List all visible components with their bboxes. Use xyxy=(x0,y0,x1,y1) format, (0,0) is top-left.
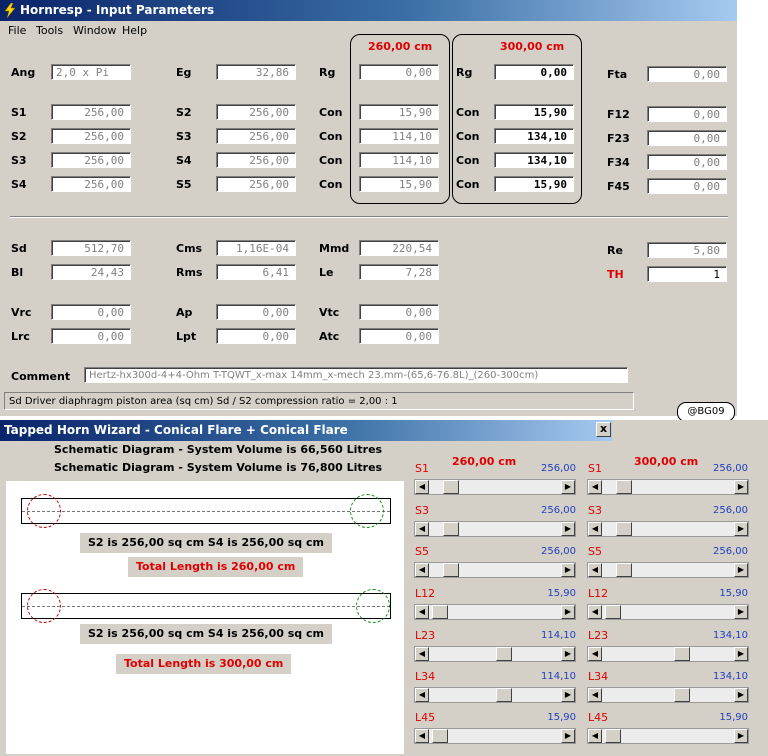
con3-260-field[interactable]: 114,10 xyxy=(359,152,439,168)
slider-label-l34: L34 xyxy=(588,670,609,683)
menu-file[interactable]: File xyxy=(8,24,27,37)
lpt-label: Lpt xyxy=(176,330,197,343)
slider-l12[interactable] xyxy=(414,604,576,620)
re-field[interactable]: 5,80 xyxy=(647,242,727,258)
slider-label-s3: S3 xyxy=(588,504,602,517)
f34-label: F34 xyxy=(607,156,630,169)
con3-300-label: Con xyxy=(456,154,480,167)
driver-circle-rear xyxy=(356,589,390,623)
section-divider xyxy=(10,216,728,218)
eg-field[interactable]: 32,86 xyxy=(216,64,296,80)
slider-l12[interactable] xyxy=(587,604,749,620)
slider-value-l23: 134,10 xyxy=(713,630,748,641)
s2-mid-field[interactable]: 256,00 xyxy=(216,104,296,120)
con1-300-label: Con xyxy=(456,106,480,119)
slider-label-s3: S3 xyxy=(415,504,429,517)
slider-value-s3: 256,00 xyxy=(541,505,576,516)
bl-field[interactable]: 24,43 xyxy=(51,264,131,280)
s2-label: S2 xyxy=(11,130,27,143)
scroll-left-arrow-icon[interactable]: ◀ xyxy=(588,480,602,494)
mmd-field[interactable]: 220,54 xyxy=(359,240,439,256)
slider-value-l34: 114,10 xyxy=(541,671,576,682)
slider-thumb[interactable] xyxy=(432,729,448,743)
th-field[interactable]: 1 xyxy=(647,266,727,282)
close-button[interactable] xyxy=(596,422,611,437)
scroll-left-arrow-icon[interactable]: ◀ xyxy=(415,605,429,619)
window-title-bar[interactable] xyxy=(0,0,737,21)
scroll-right-arrow-icon[interactable]: ▶ xyxy=(734,522,748,536)
horn-schematic-300 xyxy=(21,593,391,619)
horn-axis xyxy=(22,606,390,607)
f12-field[interactable]: 0,00 xyxy=(647,106,727,122)
slider-label-l45: L45 xyxy=(415,711,436,724)
lpt-field[interactable]: 0,00 xyxy=(216,328,296,344)
window-title: Hornresp - Input Parameters xyxy=(20,3,215,17)
horn-axis xyxy=(22,511,390,512)
slider-s5[interactable] xyxy=(414,562,576,578)
con-label-2: Con xyxy=(319,130,343,143)
scroll-right-arrow-icon[interactable]: ▶ xyxy=(734,647,748,661)
ap-label: Ap xyxy=(176,306,193,319)
slider-thumb[interactable] xyxy=(496,688,512,702)
slider-value-l12: 15,90 xyxy=(547,588,576,599)
atc-label: Atc xyxy=(319,330,340,343)
con4-300-field[interactable]: 15,90 xyxy=(494,176,574,192)
f12-label: F12 xyxy=(607,108,630,121)
con2-260-field[interactable]: 114,10 xyxy=(359,128,439,144)
slider-s3[interactable] xyxy=(414,521,576,537)
f45-field[interactable]: 0,00 xyxy=(647,178,727,194)
system-volume-2: Schematic Diagram - System Volume is 76,800 Litres xyxy=(54,461,383,474)
slider-s5[interactable] xyxy=(587,562,749,578)
driver-circle-rear xyxy=(350,494,384,528)
status-bar: Sd Driver diaphragm piston area (sq cm) Sd / S2 compression ratio = 2,00 : 1 xyxy=(4,392,634,410)
s3-field[interactable]: 256,00 xyxy=(51,152,131,168)
scroll-right-arrow-icon[interactable]: ▶ xyxy=(734,688,748,702)
s5-mid-label: S5 xyxy=(176,178,192,191)
slider-thumb[interactable] xyxy=(616,522,632,536)
s1-field[interactable]: 256,00 xyxy=(51,104,131,120)
s2-mid-label: S2 xyxy=(176,106,192,119)
system-volume-1: Schematic Diagram - System Volume is 66,560 Litres xyxy=(54,443,383,456)
comment-label: Comment xyxy=(11,370,71,383)
slider-value-l12: 15,90 xyxy=(719,588,748,599)
column-260-heading: 260,00 cm xyxy=(452,455,517,468)
lightning-icon xyxy=(4,3,16,18)
slider-s1[interactable] xyxy=(414,479,576,495)
slider-s1[interactable] xyxy=(587,479,749,495)
scroll-right-arrow-icon[interactable]: ▶ xyxy=(734,480,748,494)
driver-circle-front xyxy=(27,494,61,528)
ap-field[interactable]: 0,00 xyxy=(216,304,296,320)
slider-thumb[interactable] xyxy=(605,729,621,743)
slider-l23[interactable] xyxy=(587,646,749,662)
atc-field[interactable]: 0,00 xyxy=(359,328,439,344)
vrc-field[interactable]: 0,00 xyxy=(51,304,131,320)
ang-field[interactable]: 2,0 x Pi xyxy=(51,64,131,80)
slider-value-s1: 256,00 xyxy=(541,463,576,474)
scroll-left-arrow-icon[interactable]: ◀ xyxy=(415,480,429,494)
scroll-right-arrow-icon[interactable]: ▶ xyxy=(734,605,748,619)
menu-window[interactable]: Window xyxy=(73,24,117,37)
scroll-right-arrow-icon[interactable]: ▶ xyxy=(561,563,575,577)
fta-label: Fta xyxy=(607,68,628,81)
area-info-300: S2 is 256,00 sq cm S4 is 256,00 sq cm xyxy=(80,624,332,644)
scroll-left-arrow-icon[interactable]: ◀ xyxy=(415,647,429,661)
schematic-diagram xyxy=(6,481,404,754)
fta-field[interactable]: 0,00 xyxy=(647,66,727,82)
f34-field[interactable]: 0,00 xyxy=(647,154,727,170)
le-field[interactable]: 7,28 xyxy=(359,264,439,280)
total-length-300: Total Length is 300,00 cm xyxy=(116,654,291,674)
s3-mid-label: S3 xyxy=(176,130,192,143)
s3-mid-field[interactable]: 256,00 xyxy=(216,128,296,144)
menu-tools[interactable]: Tools xyxy=(36,24,64,37)
s4-field[interactable]: 256,00 xyxy=(51,176,131,192)
wizard-title-bar[interactable] xyxy=(0,420,612,441)
rg-label: Rg xyxy=(319,66,336,79)
scroll-right-arrow-icon[interactable]: ▶ xyxy=(561,647,575,661)
area-info-260: S2 is 256,00 sq cm S4 is 256,00 sq cm xyxy=(80,533,332,553)
con4-260-field[interactable]: 15,90 xyxy=(359,176,439,192)
wizard-title: Tapped Horn Wizard - Conical Flare + Conical Flare xyxy=(4,423,348,437)
slider-label-l34: L34 xyxy=(415,670,436,683)
con2-300-field[interactable]: 134,10 xyxy=(494,128,574,144)
horn-schematic-260 xyxy=(21,498,391,524)
s5-mid-field[interactable]: 256,00 xyxy=(216,176,296,192)
scroll-right-arrow-icon[interactable]: ▶ xyxy=(561,688,575,702)
scroll-right-arrow-icon[interactable]: ▶ xyxy=(561,480,575,494)
scroll-left-arrow-icon[interactable]: ◀ xyxy=(588,522,602,536)
menu-help[interactable]: Help xyxy=(122,24,148,37)
s4-mid-label: S4 xyxy=(176,154,192,167)
slider-label-l12: L12 xyxy=(588,587,609,600)
con4-300-label: Con xyxy=(456,178,480,191)
vrc-label: Vrc xyxy=(11,306,32,319)
slider-label-l23: L23 xyxy=(415,629,436,642)
scroll-left-arrow-icon[interactable]: ◀ xyxy=(415,729,429,743)
slider-s3[interactable] xyxy=(587,521,749,537)
lrc-field[interactable]: 0,00 xyxy=(51,328,131,344)
f23-label: F23 xyxy=(607,132,630,145)
slider-thumb[interactable] xyxy=(496,647,512,661)
con-label-3: Con xyxy=(319,154,343,167)
eg-label: Eg xyxy=(176,66,192,79)
slider-value-l45: 15,90 xyxy=(547,712,576,723)
scroll-left-arrow-icon[interactable]: ◀ xyxy=(588,605,602,619)
con-label-1: Con xyxy=(319,106,343,119)
ang-label: Ang xyxy=(11,66,36,79)
s4-label: S4 xyxy=(11,178,27,191)
slider-label-l23: L23 xyxy=(588,629,609,642)
scroll-right-arrow-icon[interactable]: ▶ xyxy=(734,563,748,577)
slider-thumb[interactable] xyxy=(432,605,448,619)
vtc-field[interactable]: 0,00 xyxy=(359,304,439,320)
con3-300-field[interactable]: 134,10 xyxy=(494,152,574,168)
slider-value-l34: 134,10 xyxy=(713,671,748,682)
slider-l45[interactable] xyxy=(587,728,749,744)
slider-thumb[interactable] xyxy=(443,563,459,577)
slider-thumb[interactable] xyxy=(605,605,621,619)
s3-label: S3 xyxy=(11,154,27,167)
con1-300-field[interactable]: 15,90 xyxy=(494,104,574,120)
column-300-heading: 300,00 cm xyxy=(634,455,699,468)
slider-l34[interactable] xyxy=(414,687,576,703)
slider-label-l12: L12 xyxy=(415,587,436,600)
rms-label: Rms xyxy=(176,266,203,279)
tapped-horn-wizard-window xyxy=(0,420,768,756)
s4-mid-field[interactable]: 256,00 xyxy=(216,152,296,168)
sd-field[interactable]: 512,70 xyxy=(51,240,131,256)
scroll-left-arrow-icon[interactable]: ◀ xyxy=(588,563,602,577)
group-300-heading: 300,00 cm xyxy=(500,40,565,53)
scroll-right-arrow-icon[interactable]: ▶ xyxy=(561,605,575,619)
slider-value-s5: 256,00 xyxy=(541,546,576,557)
slider-value-l45: 15,90 xyxy=(719,712,748,723)
slider-thumb[interactable] xyxy=(674,688,690,702)
scroll-right-arrow-icon[interactable]: ▶ xyxy=(734,729,748,743)
slider-value-l23: 114,10 xyxy=(541,630,576,641)
rms-field[interactable]: 6,41 xyxy=(216,264,296,280)
rg-260-field[interactable]: 0,00 xyxy=(359,64,439,80)
close-icon: x xyxy=(599,422,608,435)
scroll-left-arrow-icon[interactable]: ◀ xyxy=(415,688,429,702)
rg-300-field[interactable]: 0,00 xyxy=(494,64,574,80)
con1-260-field[interactable]: 15,90 xyxy=(359,104,439,120)
driver-circle-front xyxy=(27,589,61,623)
bl-label: Bl xyxy=(11,266,24,279)
slider-label-s5: S5 xyxy=(415,545,429,558)
s2-field[interactable]: 256,00 xyxy=(51,128,131,144)
slider-value-s5: 256,00 xyxy=(713,546,748,557)
le-label: Le xyxy=(319,266,334,279)
con2-300-label: Con xyxy=(456,130,480,143)
slider-l34[interactable] xyxy=(587,687,749,703)
scroll-right-arrow-icon[interactable]: ▶ xyxy=(561,522,575,536)
th-label: TH xyxy=(607,268,624,281)
f23-field[interactable]: 0,00 xyxy=(647,130,727,146)
slider-value-s3: 256,00 xyxy=(713,505,748,516)
slider-l45[interactable] xyxy=(414,728,576,744)
slider-label-s1: S1 xyxy=(588,462,602,475)
re-label: Re xyxy=(607,244,623,257)
cms-field[interactable]: 1,16E-04 xyxy=(216,240,296,256)
cms-label: Cms xyxy=(176,242,203,255)
f45-label: F45 xyxy=(607,180,630,193)
total-length-260: Total Length is 260,00 cm xyxy=(128,557,303,577)
lrc-label: Lrc xyxy=(11,330,30,343)
slider-thumb[interactable] xyxy=(443,522,459,536)
author-stamp: @BG09 xyxy=(677,402,735,422)
vtc-label: Vtc xyxy=(319,306,340,319)
slider-l23[interactable] xyxy=(414,646,576,662)
slider-label-s5: S5 xyxy=(588,545,602,558)
group-260-heading: 260,00 cm xyxy=(368,40,433,53)
slider-thumb[interactable] xyxy=(443,480,459,494)
scroll-left-arrow-icon[interactable]: ◀ xyxy=(415,522,429,536)
scroll-left-arrow-icon[interactable]: ◀ xyxy=(415,563,429,577)
scroll-left-arrow-icon[interactable]: ◀ xyxy=(588,688,602,702)
mmd-label: Mmd xyxy=(319,242,350,255)
scroll-right-arrow-icon[interactable]: ▶ xyxy=(561,729,575,743)
slider-thumb[interactable] xyxy=(616,563,632,577)
scroll-left-arrow-icon[interactable]: ◀ xyxy=(588,729,602,743)
rg-300-label: Rg xyxy=(456,66,473,79)
slider-value-s1: 256,00 xyxy=(713,463,748,474)
scroll-left-arrow-icon[interactable]: ◀ xyxy=(588,647,602,661)
slider-thumb[interactable] xyxy=(616,480,632,494)
con-label-4: Con xyxy=(319,178,343,191)
slider-label-s1: S1 xyxy=(415,462,429,475)
comment-field[interactable]: Hertz-hx300d-4+4-Ohm T-TQWT_x-max 14mm_x-mech 23.mm-(65,6-76.8L)_(260-300cm) xyxy=(84,367,628,383)
sd-label: Sd xyxy=(11,242,27,255)
slider-label-l45: L45 xyxy=(588,711,609,724)
s1-label: S1 xyxy=(11,106,27,119)
slider-thumb[interactable] xyxy=(674,647,690,661)
